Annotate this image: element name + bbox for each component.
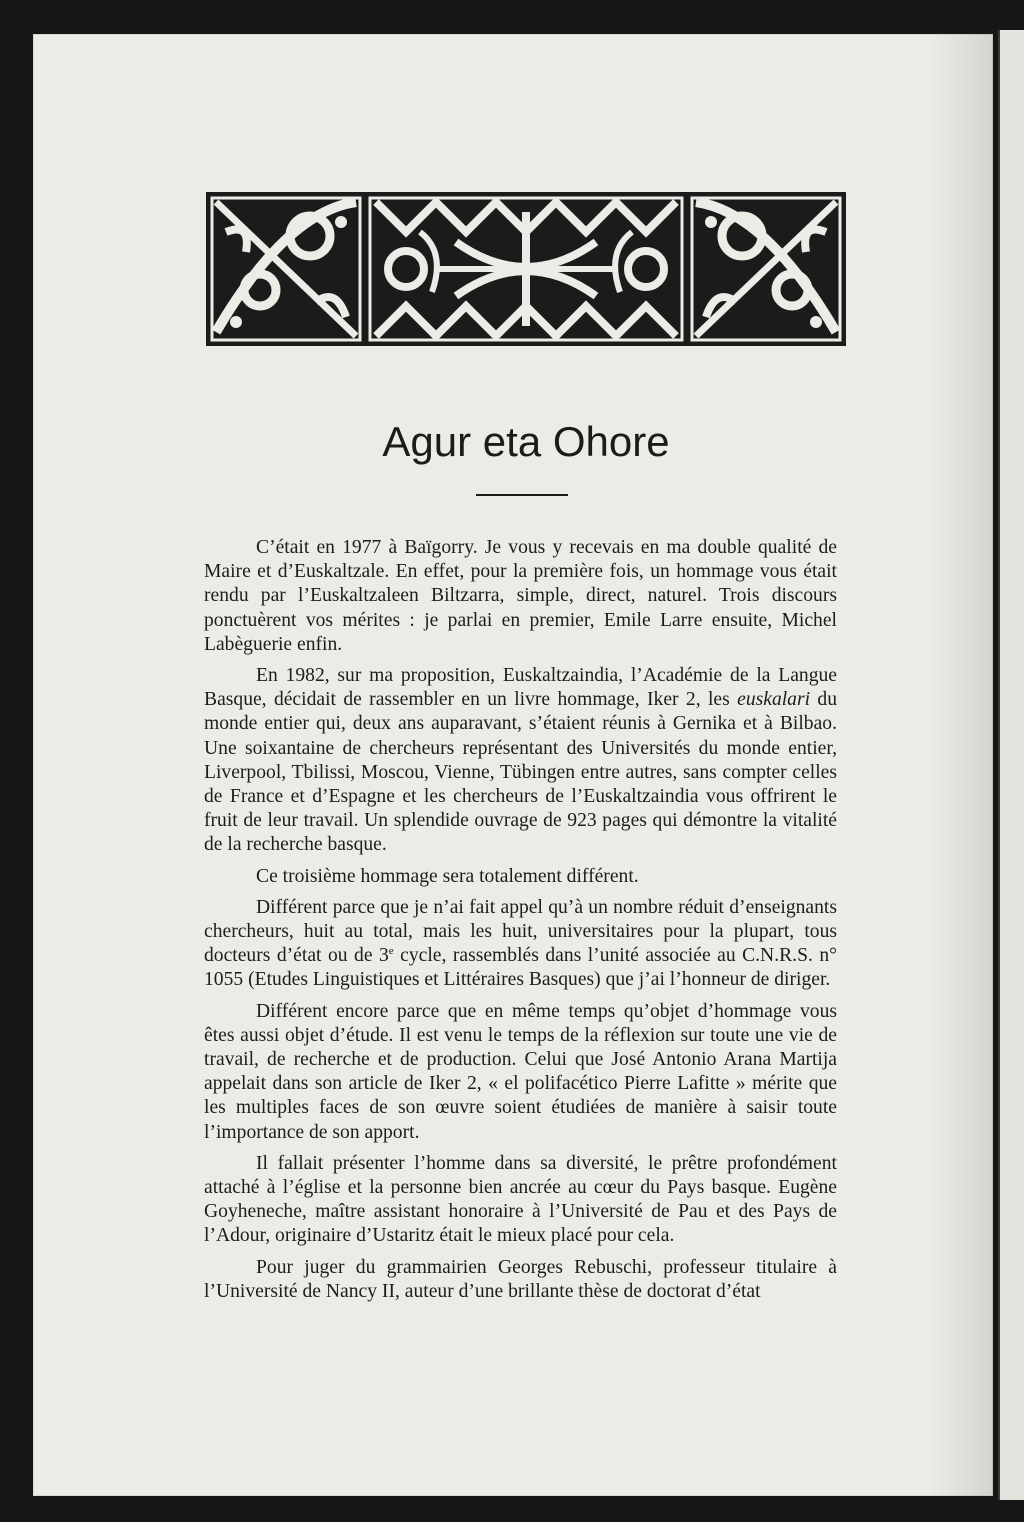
paragraph-2 xyxy=(204,664,837,858)
paragraph-1: C’était en 1977 à Baïgorry. Je vous y recevais en ma double qualité de Maire et d’Euskaltzale. En effet, pour la première fois, un hommage vous était rendu par l’Euskaltzaleen Biltzarra, simple, direct, naturel. Trois discours ponctuèrent vos mérites : je parlai en premier, Emile Larre ensuite, Michel Labèguerie enfin. xyxy=(204,537,837,655)
paragraph-2-text-b: du monde entier qui, deux ans auparavant, s’étaient réunis à Gernika et à Bilbao. Une soixantaine de chercheurs représentant des Universités du monde entier, Liverpool, Tbilissi, Moscou, Vienne, Tübingen entre autres, sans compter celles de France et d’Espagne et les chercheurs de l’Euskaltzaindia vous offrirent le fruit de leur travail. Un splendide ouvrage de 923 pages qui démontre la vitalité de la recherche basque. xyxy=(204,689,838,856)
title-underline xyxy=(476,494,568,496)
paragraph-4-superscript: e xyxy=(388,945,394,958)
paragraph-6: Il fallait présenter l’homme dans sa diversité, le prêtre profondément attaché à l’église et la personne bien ancrée au cœur du Pays basque. Eugène Goyheneche, maître assistant honoraire à l’Université de Pau et des Pays de l’Adour, originaire d’Ustaritz était le mieux placé pour cela. xyxy=(204,1152,837,1247)
paragraph-4-text-b: cycle, rassemblés dans l’unité associée au C.N.R.S. n° 1055 (Etudes Linguistiques et Littéraires Basques) que j’ai l’honneur de diriger. xyxy=(204,945,837,991)
gutter-shadow xyxy=(930,34,993,1496)
paragraph-2-text-a: En 1982, sur ma proposition, Euskaltzaindia, l’Académie de la Langue Basque, décidait de rassembler en un livre hommage, Iker 2, les xyxy=(204,665,837,711)
article-body xyxy=(204,536,837,1304)
paragraph-3: Ce troisième hommage sera totalement différent. xyxy=(256,865,639,887)
paragraph-4-text-a: Différent parce que je n’ai fait appel qu’à un nombre réduit d’enseignants chercheurs, huit au total, mais les huit, universitaires pour la plupart, tous docteurs d’état ou de 3 xyxy=(204,896,837,967)
paragraph-4 xyxy=(204,896,837,993)
paragraph-7: Pour juger du grammairien Georges Rebuschi, professeur titulaire à l’Université de Nancy II, auteur d’une brillante thèse de doctorat d’état xyxy=(204,1256,837,1302)
paragraph-5: Différent encore parce que en même temps qu’objet d’hommage vous êtes aussi objet d’étude. Il est venu le temps de la réflexion sur toute une vie de travail, de recherche et de production. Celui que José Antonio Arana Martija appelait dans son article de Iker 2, « el polifacético Pierre Lafitte » mérite que les multiples faces de son œuvre soient étudiées de manière à saisir toute l’importance de son apport. xyxy=(204,1000,837,1143)
basque-ornament-banner xyxy=(206,192,846,346)
facing-page-edge xyxy=(998,30,1024,1500)
page-title: Agur eta Ohore xyxy=(382,418,670,465)
paragraph-2-italic-term: euskalari xyxy=(737,689,811,711)
